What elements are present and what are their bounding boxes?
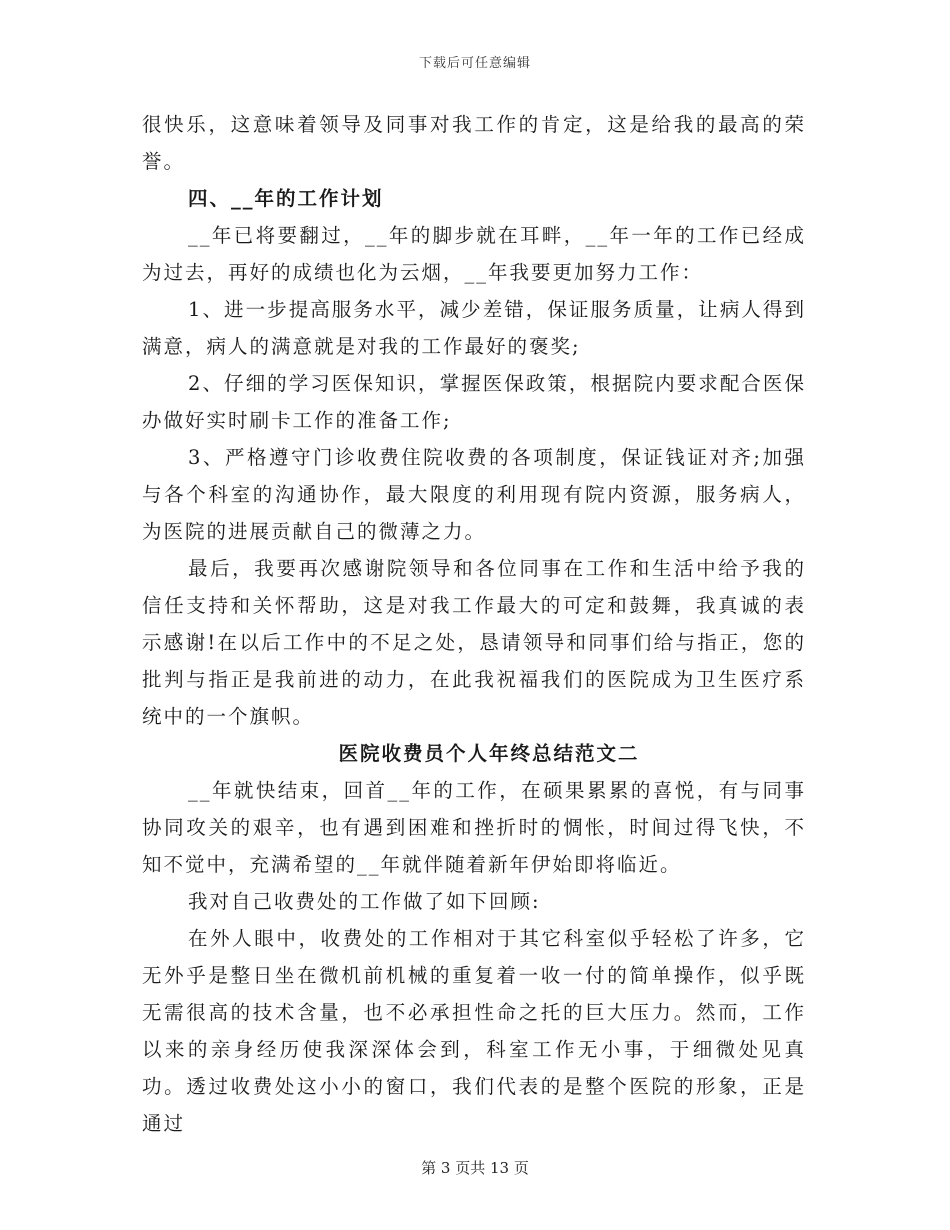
paragraph-review: 我对自己收费处的工作做了如下回顾: [188,890,541,913]
paragraph-plan-item-3: 3、严格遵守门诊收费住院收费的各项制度，保证钱证对齐;加强与各个科室的沟通协作，最大限度的利用现有院内资源，服务病人，为医院的进展贡献自己的微薄之力。 [142,446,806,543]
paragraph-second-intro: __年就快结束，回首__年的工作，在硕果累累的喜悦，有与同事协同攻关的艰辛，也有遇到困难和挫折时的惆怅，时间过得飞快，不知不觉中，充满希望的__年就伴随着新年伊始即将临近。 [142,779,806,876]
document-body [142,106,806,1142]
paragraph-plan-item-2: 2、仔细的学习医保知识，掌握医保政策，根据院内要求配合医保办做好实时刷卡工作的准备工作; [142,372,806,432]
document-title-second: 医院收费员个人年终总结范文二 [338,742,640,765]
paragraph-continued: 很快乐，这意味着领导及同事对我工作的肯定，这是给我的最高的荣誉。 [142,113,806,173]
page-header: 下载后可任意编辑 [418,56,531,71]
page-footer: 第 3 页共 13 页 [421,1159,529,1177]
paragraph-closing: 最后，我要再次感谢院领导和各位同事在工作和生活中给予我的信任支持和关怀帮助，这是对我工作最大的可定和鼓舞，我真诚的表示感谢!在以后工作中的不足之处，恳请领导和同事们给与指正，您的批判与指正是我前进的动力，在此我祝福我们的医院成为卫生医疗系统中的一个旗帜。 [142,557,806,728]
paragraph-outsiders: 在外人眼中，收费处的工作相对于其它科室似乎轻松了许多，它无外乎是整日坐在微机前机械的重复着一收一付的简单操作，似乎既无需很高的技术含量，也不必承担性命之托的巨大压力。然而，工作以来的亲身经历使我深深体会到，科室工作无小事，于细微处见真功。透过收费处这小小的窗口，我们代表的是整个医院的形象，正是通过 [142,927,806,1135]
paragraph-plan-item-1: 1、进一步提高服务水平，减少差错，保证服务质量，让病人得到满意，病人的满意就是对我的工作最好的褒奖; [142,298,806,358]
section-heading-plan: 四、__年的工作计划 [188,187,384,210]
paragraph-plan-intro: __年已将要翻过，__年的脚步就在耳畔，__年一年的工作已经成为过去，再好的成绩也化为云烟，__年我要更加努力工作： [142,224,806,284]
